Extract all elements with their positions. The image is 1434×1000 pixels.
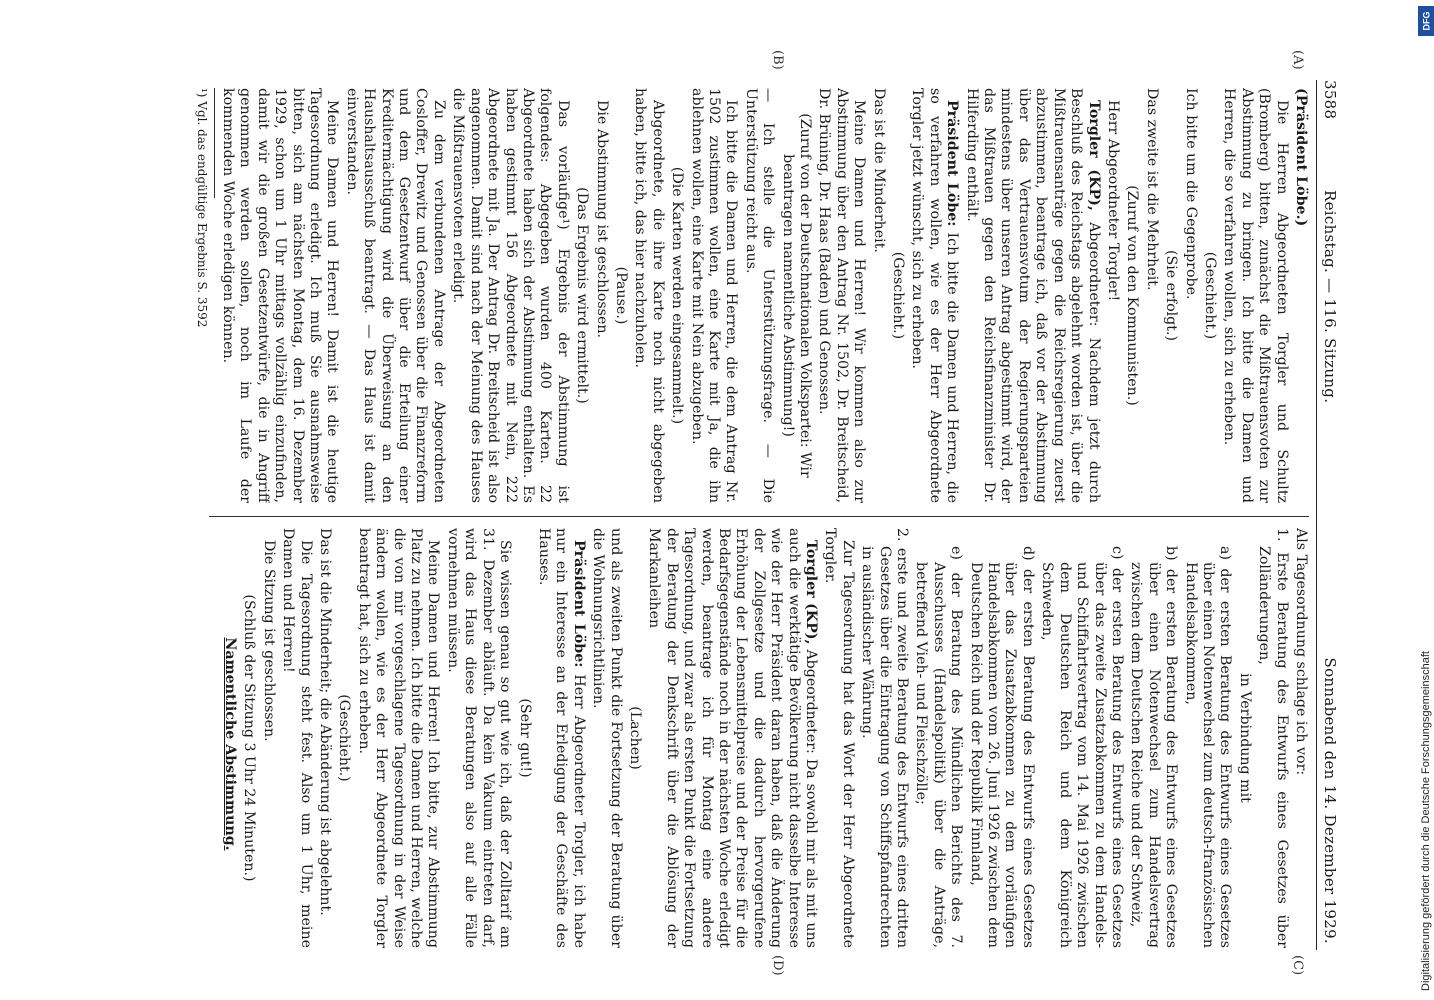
paragraph: Das vorläufige¹) Ergebnis der Abstimmung ist folgendes: Abgegeben wurden 400 Karten. 22 Abgeordnete haben sich der Abstimmung enthalten. Es haben gestimmt 156 Abgeordnete mit Nein, 222 Abgeordnete mit Ja. Der Antrag Dr. Breitscheid ist also angenommen. Damit sind nach der Meinung des Hauses die Mißtrauensvoten erledigt. bbox=[450, 88, 571, 503]
stage-direction: (Geschieht.) bbox=[1201, 251, 1218, 340]
stage-direction: (Schluß der Sitzung 3 Uhr 24 Minuten.) bbox=[241, 594, 258, 882]
paragraph: Meine Damen und Herren! Damit ist die heutige Tagesordnung erledigt. Ich muß Sie ausnahmsweise bitten, sich am nächsten Montag, dem 16. Dezember 1929, schon um 1 Uhr mittags vollzählig einzufinden, damit wir die großen Gesetzentwürfe, die in Angriff genommen werden sollen, noch im Laufe der kommenden Woche erledigen können. bbox=[220, 88, 341, 503]
paragraph: Zur Tagesordnung hat das Wort der Herr Abgeordnete Torgler. bbox=[822, 528, 856, 948]
margin-mark-d: (D) bbox=[770, 955, 785, 976]
paragraph: Die Tagesordnung steht fest. Also um 1 Uhr, meine Damen und Herren! bbox=[280, 528, 314, 948]
paragraph: Meine Damen und Herren! Ich bitte, zur Abstimmung Platz zu nehmen. Ich bitte die Damen und Herren, welche die von mir vorgeschlagene Tagesordnung in der Weise ändern wollen, wie es der Herr Abgeordnete Torgler beantragt hat, sich zu erheben. bbox=[355, 528, 442, 948]
paragraph: Die Abstimmung ist geschlossen. bbox=[593, 100, 610, 338]
paragraph: Sie wissen genau so gut wie ich, daß der Zolltarif am 31. Dezember abläuft. Da kein Vakuum eintreten darf, wird das Haus diese Beratungen also auf alle Fälle vornehmen müssen. bbox=[444, 528, 514, 948]
stage-direction: (Pause.) bbox=[612, 266, 629, 325]
speaker-name: Torgler (KP), bbox=[1085, 100, 1102, 211]
column-divider bbox=[209, 516, 1309, 517]
agenda-item: 2. erste und zweite Beratung des Entwurfs eines dritten Gesetzes über die Eintragung von Schiffspfandrechten in ausländischer Währung. bbox=[859, 528, 911, 948]
paragraph: Meine Damen und Herren! Wir kommen also zur Abstimmung über den Antrag Nr. 1502, Dr. Breitscheid, Dr. Brüning, Dr. Haas (Baden) und Genossen. bbox=[816, 88, 868, 503]
paragraph: Als Tagesordnung schlage ich vor: bbox=[1293, 528, 1309, 776]
stage-direction: (Sehr gut!) bbox=[516, 698, 533, 778]
stage-direction: (Lachen) bbox=[626, 706, 643, 770]
speech: Torgler (KP), Abgeordneter: Da sowohl mir als mit uns auch die werktätige Bevölkerung nicht dasselbe Interesse wie der Herr Präsident daran haben, daß die Änderung der Zollgesetze und die dadurch hervorgerufene Erhöhung der Lebensmittelpreise und der Preise für die Bedarfsgegenstände noch in der nächsten Woche erledigt werden, beantrage ich für Montag eine andere Tagesordnung, und zwar als ersten Punkt die Fortsetzung der Beratung der Denkschrift über die Ablösung der Markanleihen bbox=[646, 528, 820, 948]
stage-direction: (Geschieht.) bbox=[336, 694, 353, 782]
speech: Präsident Löbe: Ich bitte die Damen und Herren, die so verfahren wollen, wie es der Herr Abgeordnete Torgler jetzt wünscht, sich zu erheben. bbox=[909, 88, 961, 503]
agenda-subitem: e) der Beratung des Mündlichen Berichts des 7. Ausschusses (Handelspolitik) über die Anträge, betreffend Vieh- und Fleischzölle; bbox=[913, 546, 965, 948]
footnote-divider bbox=[214, 88, 215, 198]
session-date: Sonnabend den 14. Dezember 1929. bbox=[1321, 657, 1339, 944]
agenda-item: 1. Erste Beratung des Entwurfs eines Gesetzes über Zolländerungen, bbox=[1256, 528, 1290, 948]
agenda-subitem: d) der ersten Beratung des Entwurfs eines Gesetzes über das Zusatzabkommen zu dem vorläufigen Handelsabkommen vom 26. Juni 1926 zwischen dem Deutschen Reich und der Republik Finnland, bbox=[967, 546, 1036, 948]
stage-direction: (Die Karten werden eingesammelt.) bbox=[669, 166, 686, 425]
paragraph: Ich bitte die Damen und Herren, die dem Antrag Nr. 1502 zustimmen wollen, eine Karte mit Ja, die ihn ablehnen wollen, eine Karte mit Nein abzugeben. bbox=[688, 88, 740, 503]
credit-text: Digitalisierung gefördert durch die Deutsche Forschungsgemeinschaft bbox=[1420, 651, 1432, 991]
stage-direction: (Geschieht.) bbox=[890, 251, 907, 340]
footnote: ¹) Vgl. das endgültige Ergebnis S. 3592 bbox=[194, 88, 209, 328]
speaker-name: Präsident Löbe: bbox=[944, 100, 961, 227]
paragraph: Die Herren Abgeordneten Torgler und Schultz (Bromberg) bitten, zunächst die Mißtrauensvoten zur Abstimmung zu bringen. Ich bitte die Damen und Herren, die so verfahren wollen, sich zu erheben. bbox=[1221, 88, 1290, 503]
left-column bbox=[124, 88, 1309, 503]
agenda-subitem: b) der ersten Beratung des Entwurfs eines Gesetzes über einen Notenwechsel zum Handelsvertrag zwischen dem Deutschen Reiche und der Schweiz, bbox=[1128, 546, 1180, 948]
stage-direction: (Das Ergebnis wird ermittelt.) bbox=[574, 187, 591, 404]
right-column bbox=[124, 528, 1309, 948]
section-heading: Namentliche Abstimmung. bbox=[222, 637, 239, 851]
margin-mark-b: (B) bbox=[770, 50, 785, 70]
digitization-credit bbox=[1418, 6, 1434, 996]
agenda-subitem: a) der ersten Beratung des Entwurfs eines Gesetzes über einen Notenwechsel zum deutsch-französischen Handelsabkommen, bbox=[1182, 546, 1234, 948]
paragraph: und als zweiten Punkt die Fortsetzung der Beratung über die Wohnungsrichtlinien. bbox=[590, 528, 624, 948]
paragraph: Das zweite ist die Mehrheit. bbox=[1143, 88, 1160, 291]
paragraph: Das ist die Minderheit. bbox=[870, 88, 887, 253]
paragraph: Abgeordnete, die ihre Karte noch nicht abgegeben haben, bitte ich, das hier nachzuholen. bbox=[632, 88, 666, 503]
dfg-logo: DFG bbox=[1418, 6, 1434, 36]
speaker-name: Torgler (KP), bbox=[803, 540, 820, 645]
paragraph: Das ist die Minderheit; die Abänderung ist abgelehnt. bbox=[317, 528, 334, 916]
paragraph: in Verbindung mit bbox=[1236, 673, 1253, 803]
paragraph: Zu dem verbundenen Antrage der Abgeordneten Cosloffer, Drewitz und Genossen über die Finanzreform und dem Gesetzentwurf über die Erteilung einer Kreditermächtigung wird die Überweisung an den Haushaltsausschuß beantragt. — Das Haus ist damit einverstanden. bbox=[343, 88, 447, 503]
document-page bbox=[95, 50, 1345, 976]
paragraph: Ich bitte um die Gegenprobe. bbox=[1182, 88, 1199, 300]
paragraph: Herr Abgeordneter Torgler! bbox=[1104, 100, 1121, 302]
stage-direction: (Zuruf von der Deutschnationalen Volkspartei: Wir beantragen namentliche Abstimmung!) bbox=[779, 113, 814, 478]
speech: Torgler (KP), Abgeordneter: Nachdem jetzt durch Beschluß des Reichstags abgelehnt worden ist, über die Mißtrauensanträge gegen die Reichsregierung zuerst abzustimmen, beantrage ich, daß vor der Abstimmung über das Vertrauensvotum der Regierungsparteien mindestens über unseren Antrag abgestimmt wird, der das Mißtrauen gegen den Reichsfinanzminister Dr. Hilferding enthält. bbox=[963, 88, 1102, 503]
speech: Präsident Löbe: Herr Abgeordneter Torgler, ich habe nur ein Interesse an der Erledigung der Geschäfte des Hauses. bbox=[535, 528, 587, 948]
speaker-name: Präsident Löbe: bbox=[570, 540, 587, 668]
stage-direction: (Sie erfolgt.) bbox=[1163, 249, 1180, 342]
paragraph: — Ich stelle die Unterstützungsfrage. — Die Unterstützung reicht aus. bbox=[742, 88, 777, 503]
agenda-subitem: c) der ersten Beratung des Entwurfs eines Gesetzes über das zweite Zusatzabkommen zu dem Handels- und Schiffahrtsvertrag vom 14. Mai 1926 zwischen dem Deutschen Reich und dem Königreich Schweden, bbox=[1039, 546, 1125, 948]
page-header bbox=[1316, 80, 1339, 950]
paragraph: Die Sitzung ist geschlossen. bbox=[260, 540, 277, 742]
speaker-heading: (Präsident Löbe.) bbox=[1293, 88, 1309, 227]
stage-direction: (Zuruf von den Kommunisten.) bbox=[1124, 185, 1141, 406]
session-title: Reichstag. — 116. Sitzung. bbox=[1321, 190, 1339, 404]
page-number: 3588 bbox=[1321, 80, 1339, 120]
margin-mark-c: (C) bbox=[1290, 955, 1305, 976]
margin-mark-a: (A) bbox=[1290, 50, 1305, 70]
